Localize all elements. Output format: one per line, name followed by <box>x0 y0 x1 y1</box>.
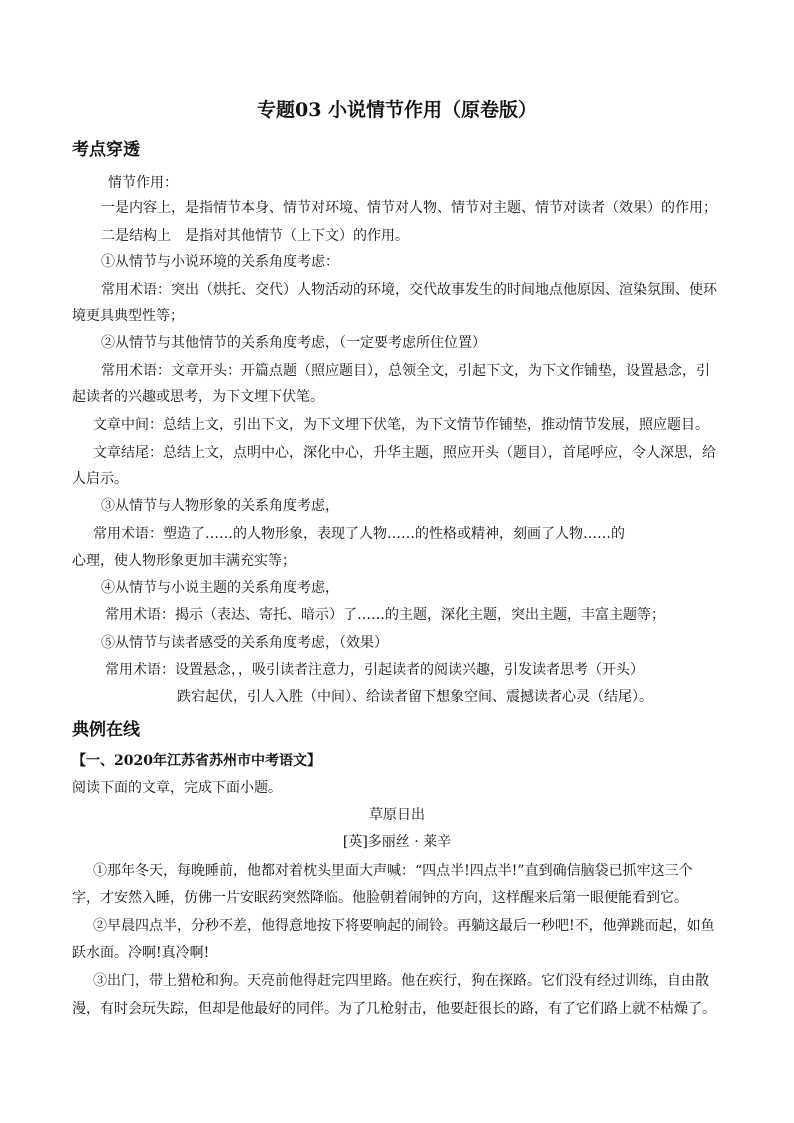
body-line: 常用术语：设置悬念，，吸引读者注意力，引起读者的阅读兴趣，引发读者思考（开头） <box>105 662 644 678</box>
page-title: 专题03 小说情节作用（原卷版） <box>256 99 538 121</box>
story-line: 跃水面。冷啊!真冷啊! <box>72 945 210 961</box>
section-heading-kaodian: 考点穿透 <box>72 140 140 160</box>
story-line: ①那年冬天，每晚睡前，他都对着枕头里面大声喊：“四点半!四点半!”直到确信脑袋已抓牢这三个 <box>93 863 693 879</box>
body-line: 文章中间：总结上文，引出下文，为下文埋下伏笔，为下文情节作铺垫，推动情节发展，照应题目。 <box>93 417 709 433</box>
body-line: ⑤从情节与读者感受的关系角度考虑，（效果） <box>101 635 388 651</box>
story-line: ③出门，带上猎枪和狗。天亮前他得赶完四里路。他在疾行，狗在探路。它们没有经过训练，自由散 <box>93 973 709 989</box>
body-line: ②从情节与其他情节的关系角度考虑，（一定要考虑所住位置） <box>101 335 486 351</box>
body-line: ④从情节与小说主题的关系角度考虑， <box>101 580 339 596</box>
body-line: 常用术语：文章开头：开篇点题（照应题目），总领全文，引起下文，为下文作铺垫，设置悬念，引 <box>101 363 710 379</box>
example-source: 【一、2020年江苏省苏州市中考语文】 <box>72 753 321 769</box>
body-line: 常用术语：塑造了……的人物形象，表现了人物……的性格或精神，刻画了人物……的 <box>93 526 625 542</box>
body-line: 人启示。 <box>72 471 128 487</box>
body-line: 心理，使人物形象更加丰满充实等； <box>72 553 296 569</box>
body-line: 二是结构上 是指对其他情节（上下文）的作用。 <box>101 228 409 244</box>
body-line: 起读者的兴趣或思考，为下文埋下伏笔。 <box>72 389 324 405</box>
story-title: 草原日出 <box>369 807 425 823</box>
body-line: 跌宕起伏，引人入胜（中间）、给读者留下想象空间、震撼读者心灵（结尾）。 <box>177 689 653 705</box>
body-line: 常用术语：突出（烘托、交代）人物活动的环境，交代故事发生的时间地点他原因、渲染氛围、使环 <box>101 282 717 298</box>
story-author: [英]多丽丝 · 莱辛 <box>342 834 452 850</box>
story-line: ②早晨四点半，分秒不差，他得意地按下将要响起的闹铃。再躺这最后一秒吧!不，他弹跳而起，如鱼 <box>93 918 715 934</box>
body-line: 文章结尾：总结上文，点明中心，深化中心，升华主题，照应开头（题目），首尾呼应，令人深思，给 <box>93 445 716 461</box>
body-line: ①从情节与小说环境的关系角度考虑： <box>101 254 339 270</box>
body-line: 境更具典型性等； <box>72 308 184 324</box>
body-line: 常用术语：揭示（表达、寄托、暗示）了……的主题，深化主题，突出主题，丰富主题等； <box>105 607 665 623</box>
body-line: 情节作用： <box>108 175 178 191</box>
example-prompt: 阅读下面的文章，完成下面小题。 <box>72 780 282 796</box>
story-line: 字，才安然入睡，仿佛一片安眠药突然降临。他脸朝着闹钟的方向，这样醒来后第一眼便能看到它。 <box>72 890 688 906</box>
body-line: 一是内容上，是指情节本身、情节对环境、情节对人物、情节对主题、情节对读者（效果）的作用； <box>101 200 717 216</box>
section-heading-dianli: 典例在线 <box>72 720 140 740</box>
body-line: ③从情节与人物形象的关系角度考虑， <box>101 498 339 514</box>
story-line: 漫，有时会玩失踪，但却是他最好的同伴。为了几枪射击，他要赶很长的路，有了它们路上就不枯燥了。 <box>72 1001 716 1017</box>
